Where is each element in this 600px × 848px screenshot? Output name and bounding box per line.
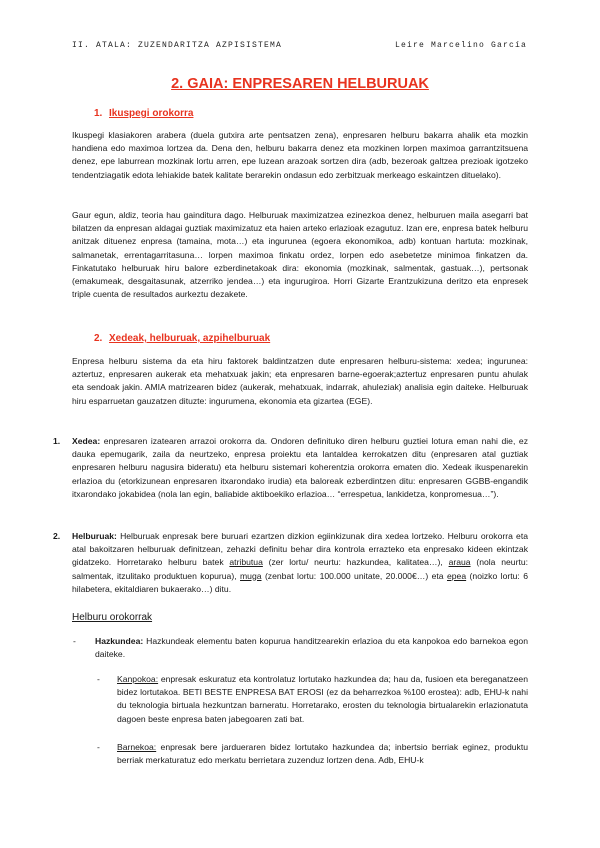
bullet-body	[117, 673, 528, 726]
section-1-number: 1.	[94, 108, 103, 119]
section-1-label: Ikuspegi orokorra	[109, 108, 194, 119]
term-atributua: atributua	[229, 557, 263, 568]
helburuak-text: (zer lortu/ neurtu: hazkundea, kalitatea…),	[262, 557, 449, 568]
term-helburuak: Helburuak:	[72, 531, 117, 541]
bullet-hazkundea	[73, 635, 528, 661]
bullet-dash: -	[97, 742, 100, 752]
term-epea: epea	[447, 570, 467, 581]
section-2-paragraph-1: Enpresa helburu sistema da eta hiru faktorek baldintzatzen dute enpresaren helburu-sistema: xedea; ingurunea: aztertuz, enpresaren aukerak eta mehatxuak jakin; eta enpresaren barne-egoerak;aztertuz enpresaren puntu ahulak eta sendoak jakin. AMIA matrizearen bidez (aukerak, mehatxuak, indarrak, ahuleziak) analisia egin daiteke. Helburuak hiru esparruetan gauzatzen dituzte: ingurumena, ekonomia eta gizartea (EGE).	[72, 356, 528, 406]
term-xedea: Xedea:	[72, 436, 101, 446]
barnekoa-text: enpresak bere jardueraren bidez lortutako hazkundea da; inbertsio berriak eginez, produktu berriak merkaturatuz edo merkatu berrietara zuzenduz lortzen dena. Adb, EHU-k	[117, 742, 528, 766]
subheading-helburu-orokorrak: Helburu orokorrak	[72, 612, 153, 623]
term-muga: muga	[240, 570, 262, 581]
list-number: 2.	[53, 531, 61, 541]
section-2-number: 2.	[94, 333, 103, 344]
bullet-barnekoa	[97, 741, 528, 767]
hazkundea-text: Hazkundeak elementu baten kopurua handitzearekin erlazioa du eta kanpokoa edo barnekoa egon daiteke.	[95, 636, 528, 660]
section-1-heading	[94, 108, 193, 119]
list-item-helburuak	[53, 530, 528, 596]
bullet-dash: -	[97, 674, 100, 684]
term-araua: araua	[448, 557, 471, 568]
section-2-heading	[94, 333, 270, 344]
bullet-body	[117, 741, 528, 767]
list-number: 1.	[53, 436, 61, 446]
bullet-kanpokoa	[97, 673, 528, 726]
running-header-left: II. ATALA: ZUZENDARITZA AZPISISTEMA	[72, 41, 283, 50]
term-hazkundea: Hazkundea:	[95, 636, 144, 646]
section-1-paragraph-1: Ikuspegi klasiakoren arabera (duela gutxira arte pentsatzen zena), enpresaren helburu bakarra ahalik eta mozkin handiena edo maximoa lortzea da. Dena den, helburu bakarra denez eta mozkinen lorpen maximoa garrantzitsuena denez, epe laburrean mozkinak lortu arren, epe luzean arazoak sortzen dira (adb, bezeroak galtzea prezioak igotzeko tendentziagatik edota lehiakide batek kalitate berarekin ondasun edo zerbitzuak merkeago eskaintzen dituelako).	[72, 130, 528, 180]
helburuak-text: (zenbat lortu: 100.000 unitate, 20.000€…) eta	[261, 570, 447, 581]
bullet-body	[95, 635, 528, 661]
running-header-right: Leire Marcelino García	[394, 41, 527, 50]
term-kanpokoa: Kanpokoa:	[117, 674, 159, 684]
page-title: 2. GAIA: ENPRESAREN HELBURUAK	[171, 76, 429, 92]
term-barnekoa: Barnekoa:	[117, 742, 157, 752]
section-1-paragraph-2: Gaur egun, aldiz, teoria hau gainditura dago. Helburuak maximizatzea ezinezkoa denez, helburuen maila asegarri bat bilatzen da enpresan aldagai guztiak maximizatuz eta haien arteko erlazioak ezagutuz. Izan ere, enpresa batek helburu anitzak dituenez enpresa (tamaina, mota…) eta ingurunea (egoera ekonomikoa, adb) kontuan hartuta: mozkinak, salmanetak, errentagarritasuna… lorpen maximoa finkatu ordez, lorpen edo asebetetze minimoa finkatzen da. Finkatutako helburuak hiru balore ezberdinetakoak dira: ekonomia (mozkinak, salmentak, gastuak…), pertsonak (emakumeak, desgaitasunak, atzerriko jendea…) eta ingurugiroa. Horri Gizarte Erantzukizuna deritzo eta enpresek triple cuenta de resultados aurkeztu dezakete.	[72, 210, 528, 300]
bullet-dash: -	[73, 636, 76, 646]
list-item-body	[72, 530, 528, 596]
helburuak-text: Helburuak enpresak bere buruari ezartzen dizkion egiinkizunak dira xedea lortzeko. Helburu orokorra eta atal bakoitzaren helburuak definitzean, zehazki definitu behar dira kontrola errazteko eta enpresako kideen ekintzak gidatzeko. Horretarako helburu batek	[72, 531, 528, 568]
list-item-body	[72, 435, 528, 501]
section-2-label: Xedeak, helburuak, azpihelburuak	[109, 333, 271, 344]
kanpokoa-text: enpresak eskuratuz eta kontrolatuz lortutako hazkundea da; hau da, fusioen eta bereganatzeen bidez lortutakoa. BETI BESTE ENPRESA BAT EROSI (ez da beharrezkoa %100 erostea): adb, EHU-k nahi du teknologia birtuala hezkuntzan barneratu. Horretarako, erosten du teknologia birtualarekin erlazionatuta dagoen beste enpresa baten jabegoaren zati bat.	[117, 674, 528, 724]
helburuak-text: (nola neurtu: salmentak, itzulitako produktuen kopurua),	[72, 557, 528, 581]
helburuak-text: (noizko lortu: 6 hilabetera, ekitaldiaren bukaerako…) ditu.	[72, 570, 528, 594]
list-item-xedea	[53, 435, 528, 501]
xedea-text: enpresaren izatearen arrazoi orokorra da. Ondoren definituko diren helburu guztiei lotura eman nahi die, ez dauka epemugarik, zaila da neurtzeko, enpresa proiektu eta lantaldea kerrokatzen ditu (enpresaren atal guztiak enpresaren helburu nagusira bideratu) eta helburu sistemari koherentzia orokorra ematen dio. Xedeak ikuspenarekin erlazioa du (etorkizunean enpresaren itxarondako irudia) eta baloreak ezberdintzen ditu: enpresaren GGBB-engandik itxarondako jokabidea (nola lan egin, baliabide aktiboekiko erlazioa… “errespetua, lankidetza, konpromesua…”).	[72, 436, 528, 499]
